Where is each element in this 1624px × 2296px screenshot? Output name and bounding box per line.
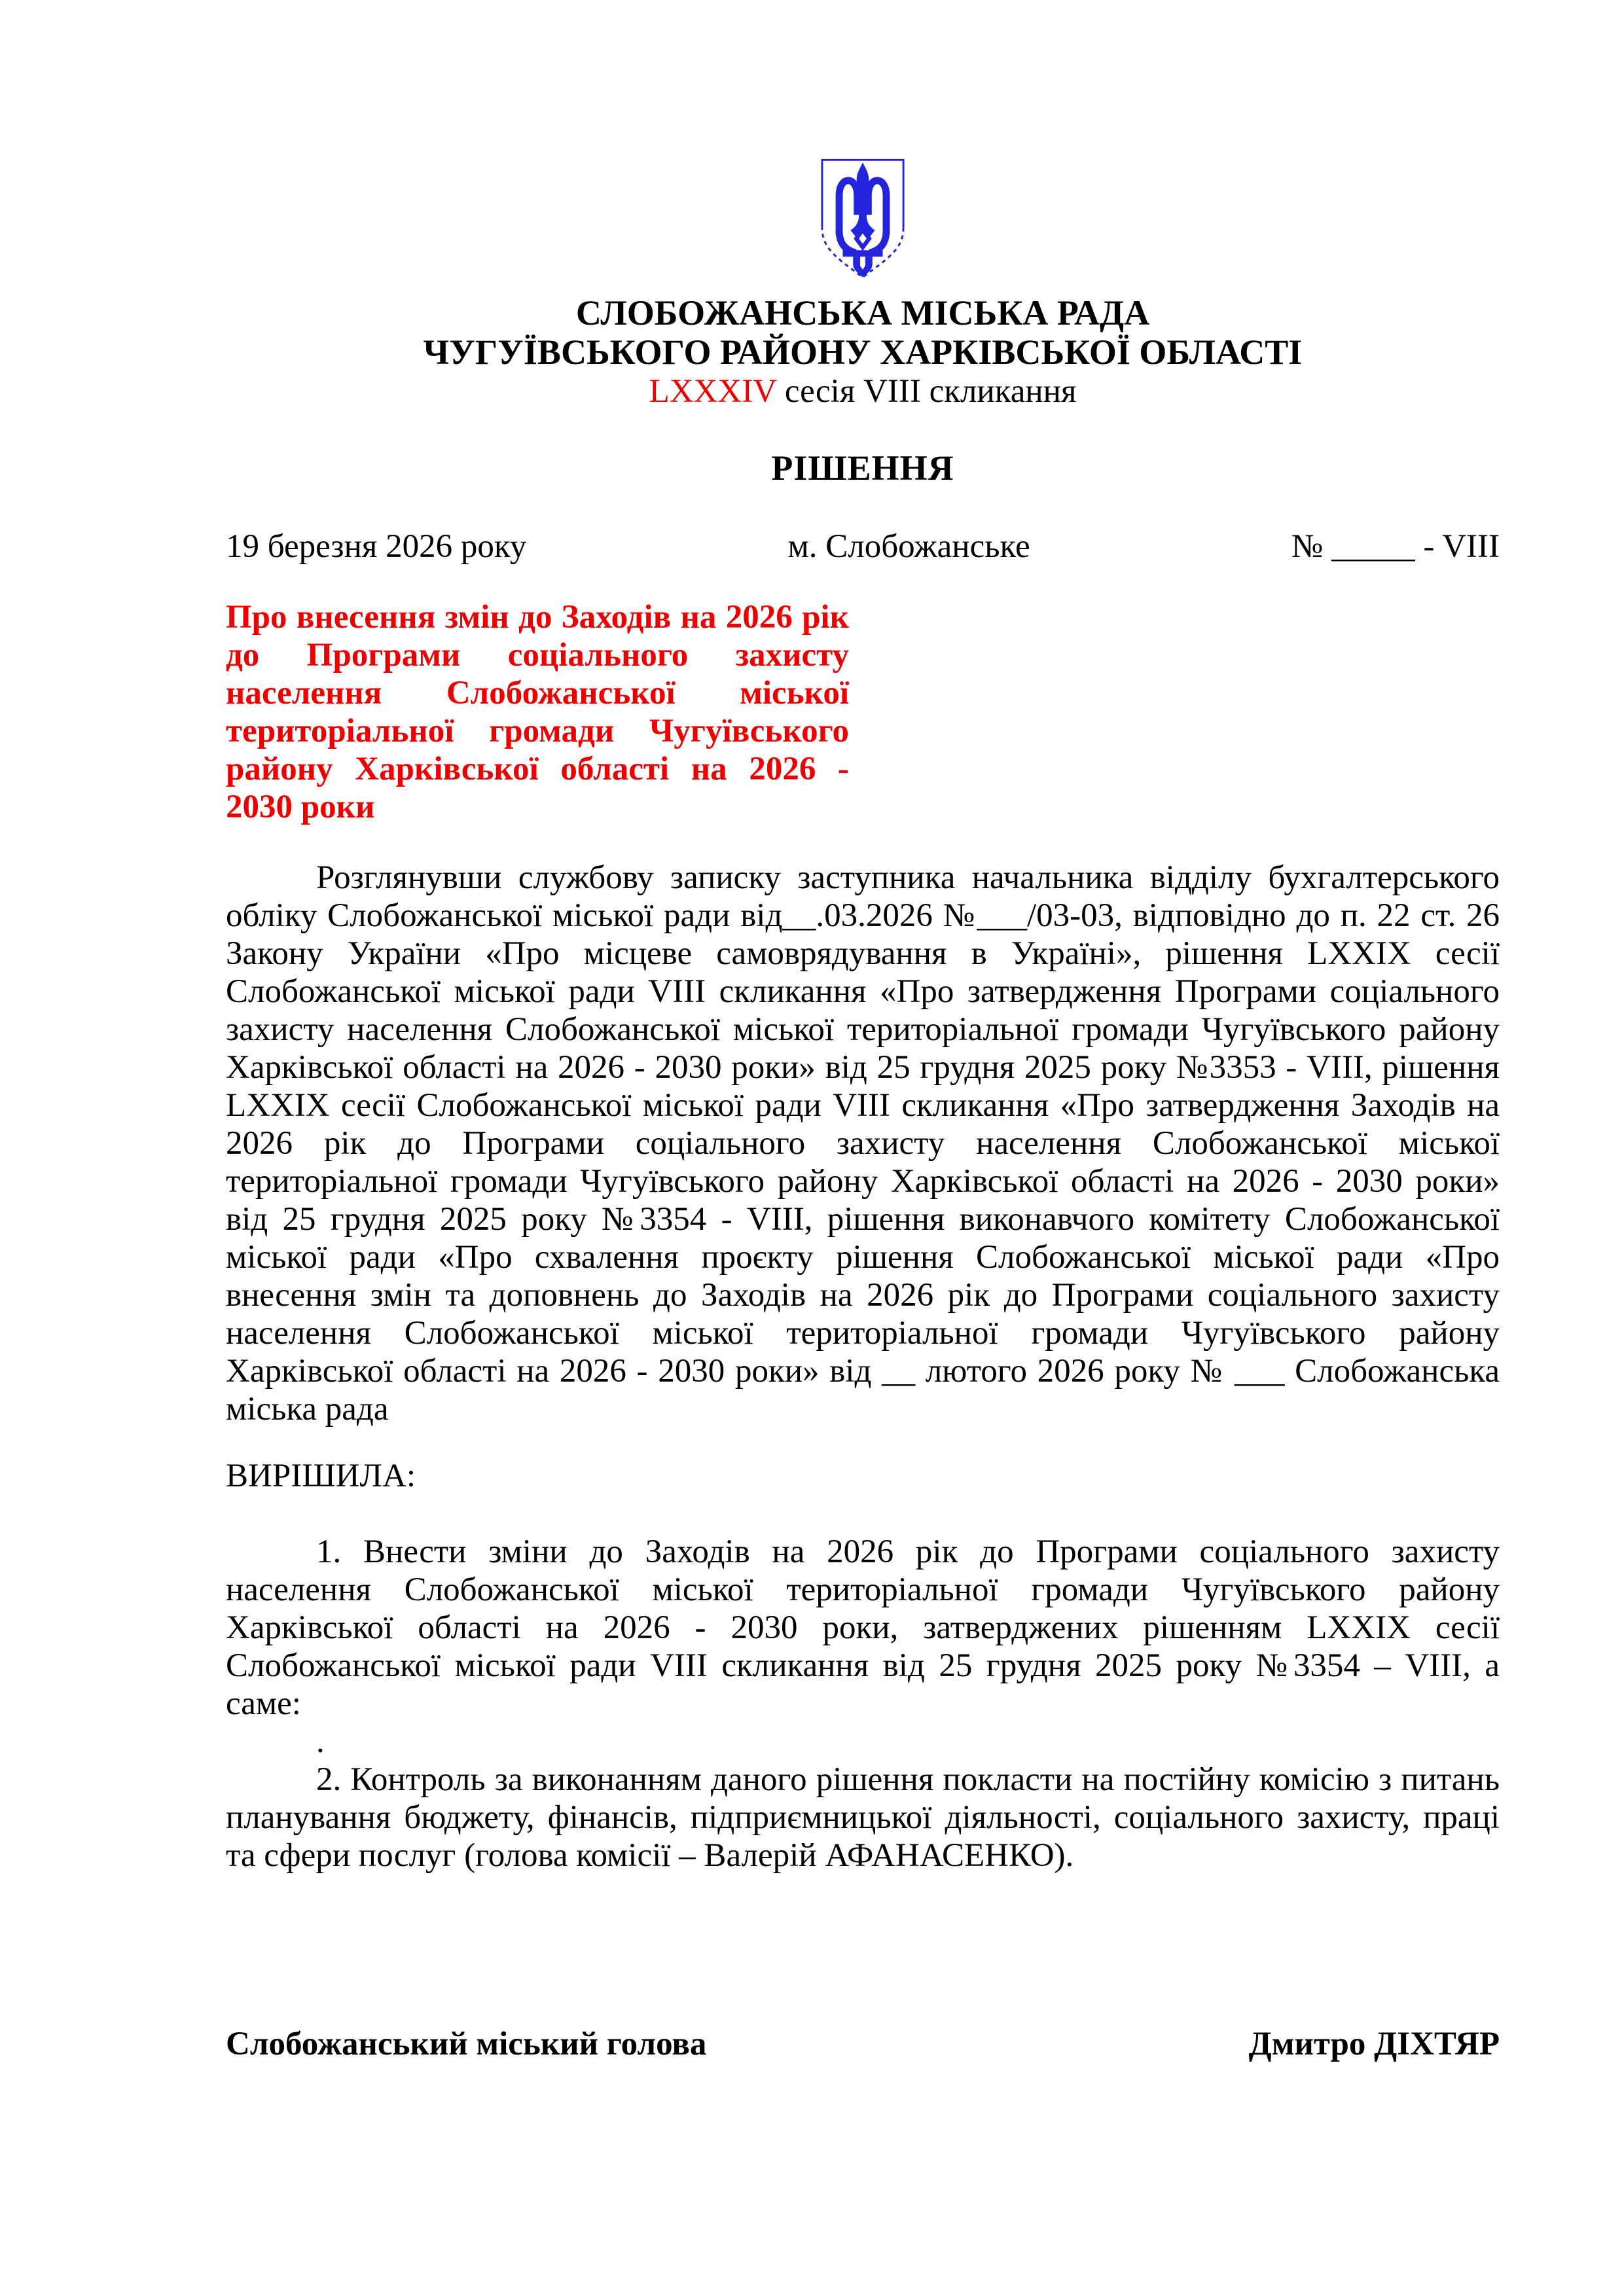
decision-item-1: 1. Внести зміни до Заходів на 2026 рік до Програми соціального захисту населення Слобожанської міської територіальної громади Чугуївського району Харківської області на 2026 - 2030 роки, затверджених рішенням LXXIX сесії Слобожанської міської ради VIII скликання від 25 грудня 2025 року №3354 – VIII, а саме: [226,1534,1500,1722]
session-line [226,372,1500,411]
document-type-title: РІШЕННЯ [771,448,954,488]
meta-row [226,528,1500,565]
org-name-line1: СЛОБОЖАНСЬКА МІСЬКА РАДА [575,293,1150,332]
dot-line: . [316,1723,325,1760]
org-name-line2: ЧУГУЇВСЬКОГО РАЙОНУ ХАРКІВСЬКОЇ ОБЛАСТІ [423,332,1303,372]
document-date: 19 березня 2026 року [226,528,527,565]
document-number: № _____ - VIII [1291,528,1500,565]
preamble-paragraph: Розглянувши службову записку заступника начальника відділу бухгалтерського обліку Слобожанської міської ради від__.03.2026 №___/03-03, відповідно до п. 22 ст. 26 Закону України «Про місцеве самоврядування в Україні», рішення LXXIX сесії Слобожанської міської ради VIII скликання «Про затвердження Програми соціального захисту населення Слобожанської міської територіальної громади Чугуївського району Харківської області на 2026 - 2030 роки» від 25 грудня 2025 року №3353 - VIII, рішення LXXIX сесії Слобожанської міської ради VIII скликання «Про затвердження Заходів на 2026 рік до Програми соціального захисту населення Слобожанської міської територіальної громади Чугуївського району Харківської області на 2026 - 2030 роки» від 25 грудня 2025 року №3354 - VIII, рішення виконавчого комітету Слобожанської міської ради «Про схвалення проєкту рішення Слобожанської міської ради «Про внесення змін та доповнень до Заходів на 2026 рік до Програми соціального захисту населення Слобожанської міської територіальної громади Чугуївського району Харківської області на 2026 - 2030 роки» від __ лютого 2026 року № ___ Слобожанська міська рада [226,859,1500,1427]
session-text: сесія VIII скликання [776,373,1077,410]
session-number: LXXXIV [649,373,777,410]
decision-item-2: 2. Контроль за виконанням даного рішення покласти на постійну комісію з питань планування бюджету, фінансів, підприємницької діяльності, соціального захисту, праці та сфери послуг (голова комісії – Валерій АФАНАСЕНКО). [226,1761,1500,1874]
signature-row [226,2025,1500,2063]
ukraine-trident-emblem-icon [818,154,908,283]
subject-title: Про внесення змін до Заходів на 2026 рік до Програми соціального захисту населення Слобожанської міської територіальної громади Чугуївського району Харківської області на 2026 - 2030 роки [226,599,849,825]
document-place: м. Слобожанське [787,528,1030,565]
resolved-label: ВИРІШИЛА: [226,1458,416,1494]
signer-name: Дмитро ДІХТЯР [1248,2026,1500,2062]
signer-title: Слобожанський міський голова [226,2026,707,2062]
